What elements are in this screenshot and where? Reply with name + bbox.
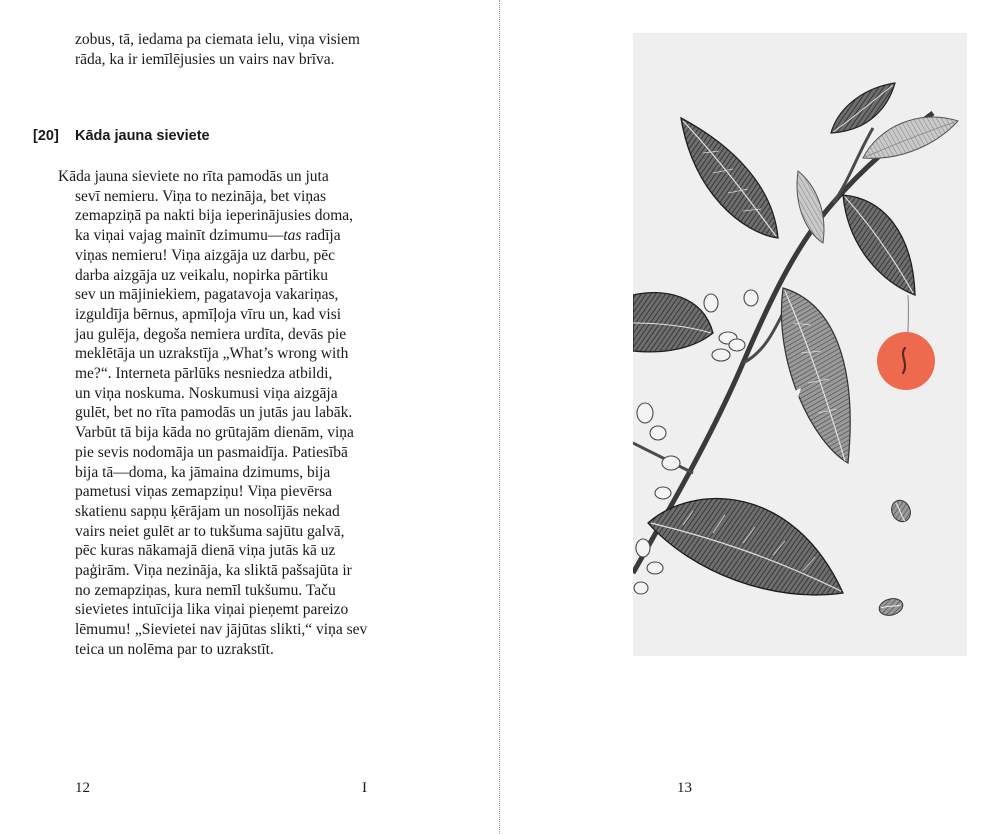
right-page — [501, 0, 1000, 834]
coffee-beans — [877, 497, 913, 618]
spine-divider — [499, 0, 500, 834]
leaf-top — [831, 83, 895, 133]
leaf-right-dark — [843, 195, 915, 295]
text-line: Varbūt tā bija kāda no grūtajām dienām, viņa — [75, 424, 354, 442]
page-number: 12 — [75, 780, 90, 796]
text-line: Kāda jauna sieviete no rīta pamodās un juta — [58, 168, 329, 185]
text-line: pametusi viņas zemapziņu! Viņa pievērsa — [75, 483, 333, 501]
text-line: lēmumu! „Sievietei nav jājūtas slikti,“ viņa sev — [75, 621, 368, 639]
text-line: skatienu sapņu ķērājam un nosolījās nekad — [75, 502, 340, 520]
text-line: viņas nemieru! Viņa aizgāja uz darbu, pēc — [75, 246, 336, 264]
section-heading — [33, 128, 210, 144]
line-text-tail: radīja — [301, 227, 341, 245]
line-text: ka viņai vajag mainīt dzimumu— — [75, 227, 284, 245]
text-line: me?“. Interneta pārlūks nesniedza atbildi, — [75, 365, 333, 382]
leaf-upper-left — [681, 118, 778, 238]
red-accent-circle — [877, 332, 935, 390]
leaf-top-right — [863, 117, 958, 158]
page-number: 13 — [677, 780, 692, 796]
text-line: meklētāja un uzrakstīja „What’s wrong with — [75, 345, 349, 363]
text-line: zobus, tā, iedama pa ciemata ielu, viņa visiem — [75, 31, 360, 48]
leaf-center-large — [781, 288, 850, 463]
text-line: darba aizgāja uz veikalu, nopirka pārtiku — [75, 266, 329, 284]
text-line: sevī nemieru. Viņa to nezināja, bet viņas — [75, 187, 327, 205]
text-line: izguldīja bērnus, apmīļoja vīru un, kad visi — [75, 305, 342, 323]
text-line: paģirām. Viņa nezināja, ka sliktā pašsajūta ir — [75, 562, 352, 579]
text-line: vairs neiet gulēt ar to tukšuma sajūtu galvā, — [75, 522, 345, 540]
text-line: un viņa noskuma. Noskumusi viņa aizgāja — [75, 384, 338, 402]
section-title: Kāda jauna sieviete — [75, 128, 210, 144]
leaf-left-mid — [633, 293, 713, 352]
text-line: sev un mājiniekiem, pagatavoja vakariņas, — [75, 286, 339, 304]
text-line: no zemapziņas, kura nemīl tukšumu. Taču — [75, 581, 336, 599]
italic-word: tas — [283, 227, 302, 245]
section-body — [0, 167, 499, 667]
text-line — [75, 226, 341, 246]
coffee-branch-illustration — [633, 33, 967, 656]
text-line: rāda, ka ir iemīlējusies un vairs nav brīva. — [75, 51, 335, 68]
text-line: gulēt, bet no rīta pamodās un jutās jau labāk. — [75, 404, 353, 422]
left-page — [0, 0, 499, 834]
botanical-engraving — [633, 33, 967, 656]
margin-mark: I — [362, 780, 367, 796]
text-line: jau gulēja, degoša nemiera urdīta, devās pie — [75, 325, 347, 343]
text-line: teica un nolēma par to uzrakstīt. — [75, 640, 274, 658]
text-line: zemapziņā pa nakti bija ieperinājusies doma, — [75, 207, 354, 225]
section-number: [20] — [33, 128, 59, 144]
leaf-bottom-large — [648, 499, 843, 595]
text-line: sievietes intuīcija lika viņai pieņemt pareizo — [75, 601, 349, 619]
text-line: bija tā—doma, ka jāmaina dzimums, bija — [75, 463, 331, 481]
text-line: pēc kuras nākamajā dienā viņa jutās kā uz — [75, 542, 336, 560]
text-line: pie sevis nodomāja un pasmaidīja. Patiesībā — [75, 443, 348, 461]
